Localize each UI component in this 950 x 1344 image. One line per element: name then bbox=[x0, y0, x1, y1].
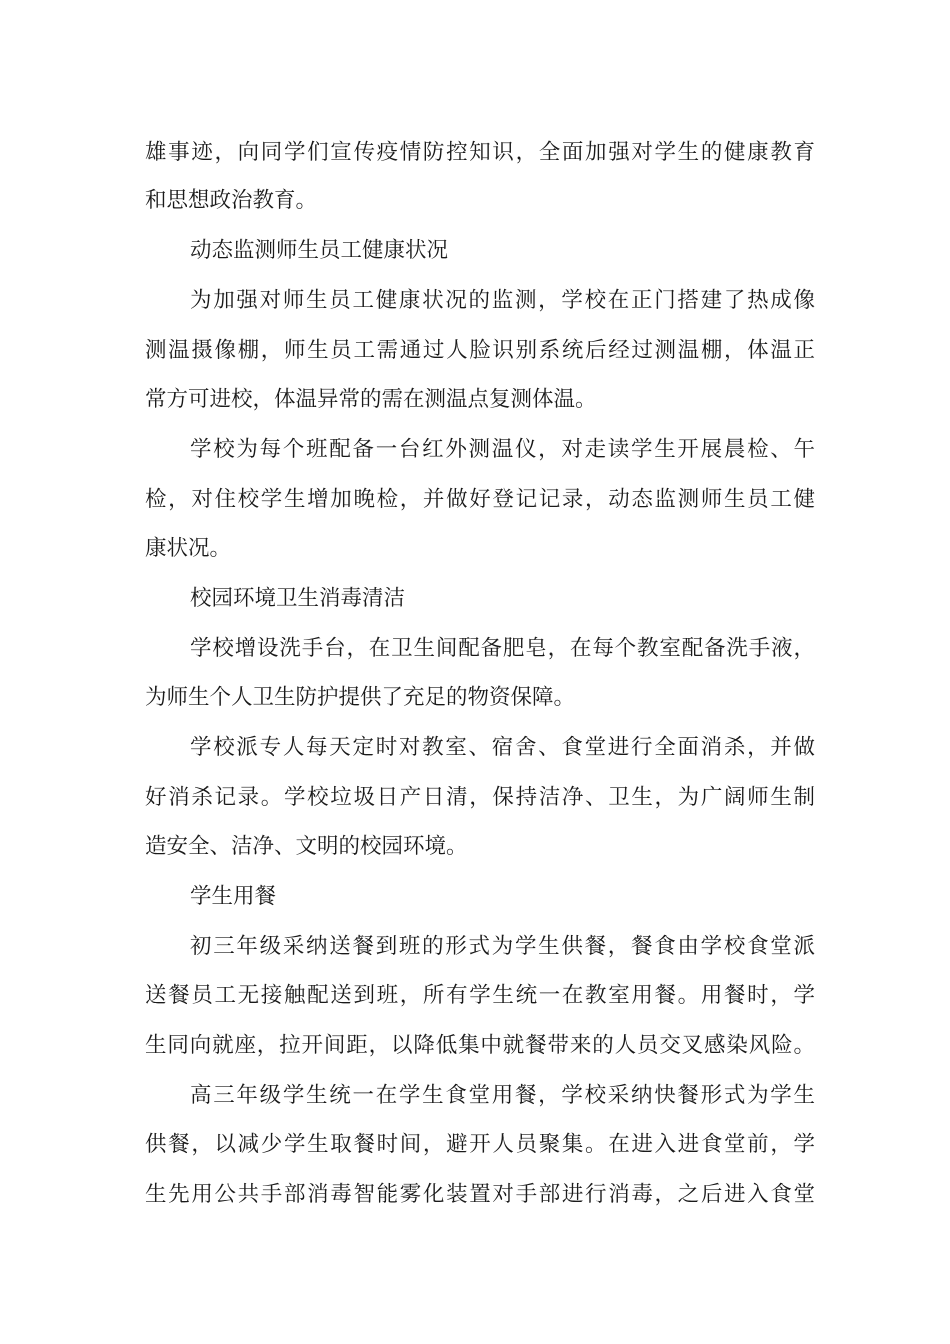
text-line: 送餐员工无接触配送到班，所有学生统一在教室用餐。用餐时，学 bbox=[145, 983, 815, 1008]
text-line: 高三年级学生统一在学生食堂用餐，学校采纳快餐形式为学生 bbox=[190, 1083, 815, 1108]
text-line: 检，对住校学生增加晚检，并做好登记记录，动态监测师生员工健 bbox=[145, 487, 815, 512]
text-line: 为师生个人卫生防护提供了充足的物资保障。 bbox=[145, 685, 576, 710]
text-line: 为加强对师生员工健康状况的监测，学校在正门搭建了热成像 bbox=[190, 288, 815, 313]
text-line: 供餐，以减少学生取餐时间，避开人员聚集。在进入进食堂前，学 bbox=[145, 1132, 815, 1157]
section-heading: 动态监测师生员工健康状况 bbox=[190, 238, 449, 263]
text-line: 康状况。 bbox=[145, 536, 232, 561]
section-heading: 学生用餐 bbox=[190, 884, 277, 909]
text-line: 学校增设洗手台，在卫生间配备肥皂，在每个教室配备洗手液， bbox=[190, 636, 815, 661]
text-line: 生同向就座，拉开间距，以降低集中就餐带来的人员交叉感染风险。 bbox=[145, 1033, 815, 1058]
text-line: 造安全、洁净、文明的校园环境。 bbox=[145, 834, 468, 859]
text-line: 常方可进校，体温异常的需在测温点复测体温。 bbox=[145, 387, 597, 412]
text-line: 学校派专人每天定时对教室、宿舍、食堂进行全面消杀，并做 bbox=[190, 735, 815, 760]
section-heading: 校园环境卫生消毒清洁 bbox=[190, 586, 406, 611]
text-line: 初三年级采纳送餐到班的形式为学生供餐，餐食由学校食堂派 bbox=[190, 934, 815, 959]
text-line: 学校为每个班配备一台红外测温仪，对走读学生开展晨检、午 bbox=[190, 437, 815, 462]
text-line: 好消杀记录。学校垃圾日产日清，保持洁净、卫生，为广阔师生制 bbox=[145, 785, 815, 810]
text-line: 测温摄像棚，师生员工需通过人脸识别系统后经过测温棚，体温正 bbox=[145, 338, 815, 363]
text-line: 生先用公共手部消毒智能雾化装置对手部进行消毒，之后进入食堂 bbox=[145, 1182, 815, 1207]
text-line: 雄事迹，向同学们宣传疫情防控知识，全面加强对学生的健康教育 bbox=[145, 140, 815, 165]
text-line: 和思想政治教育。 bbox=[145, 188, 318, 213]
